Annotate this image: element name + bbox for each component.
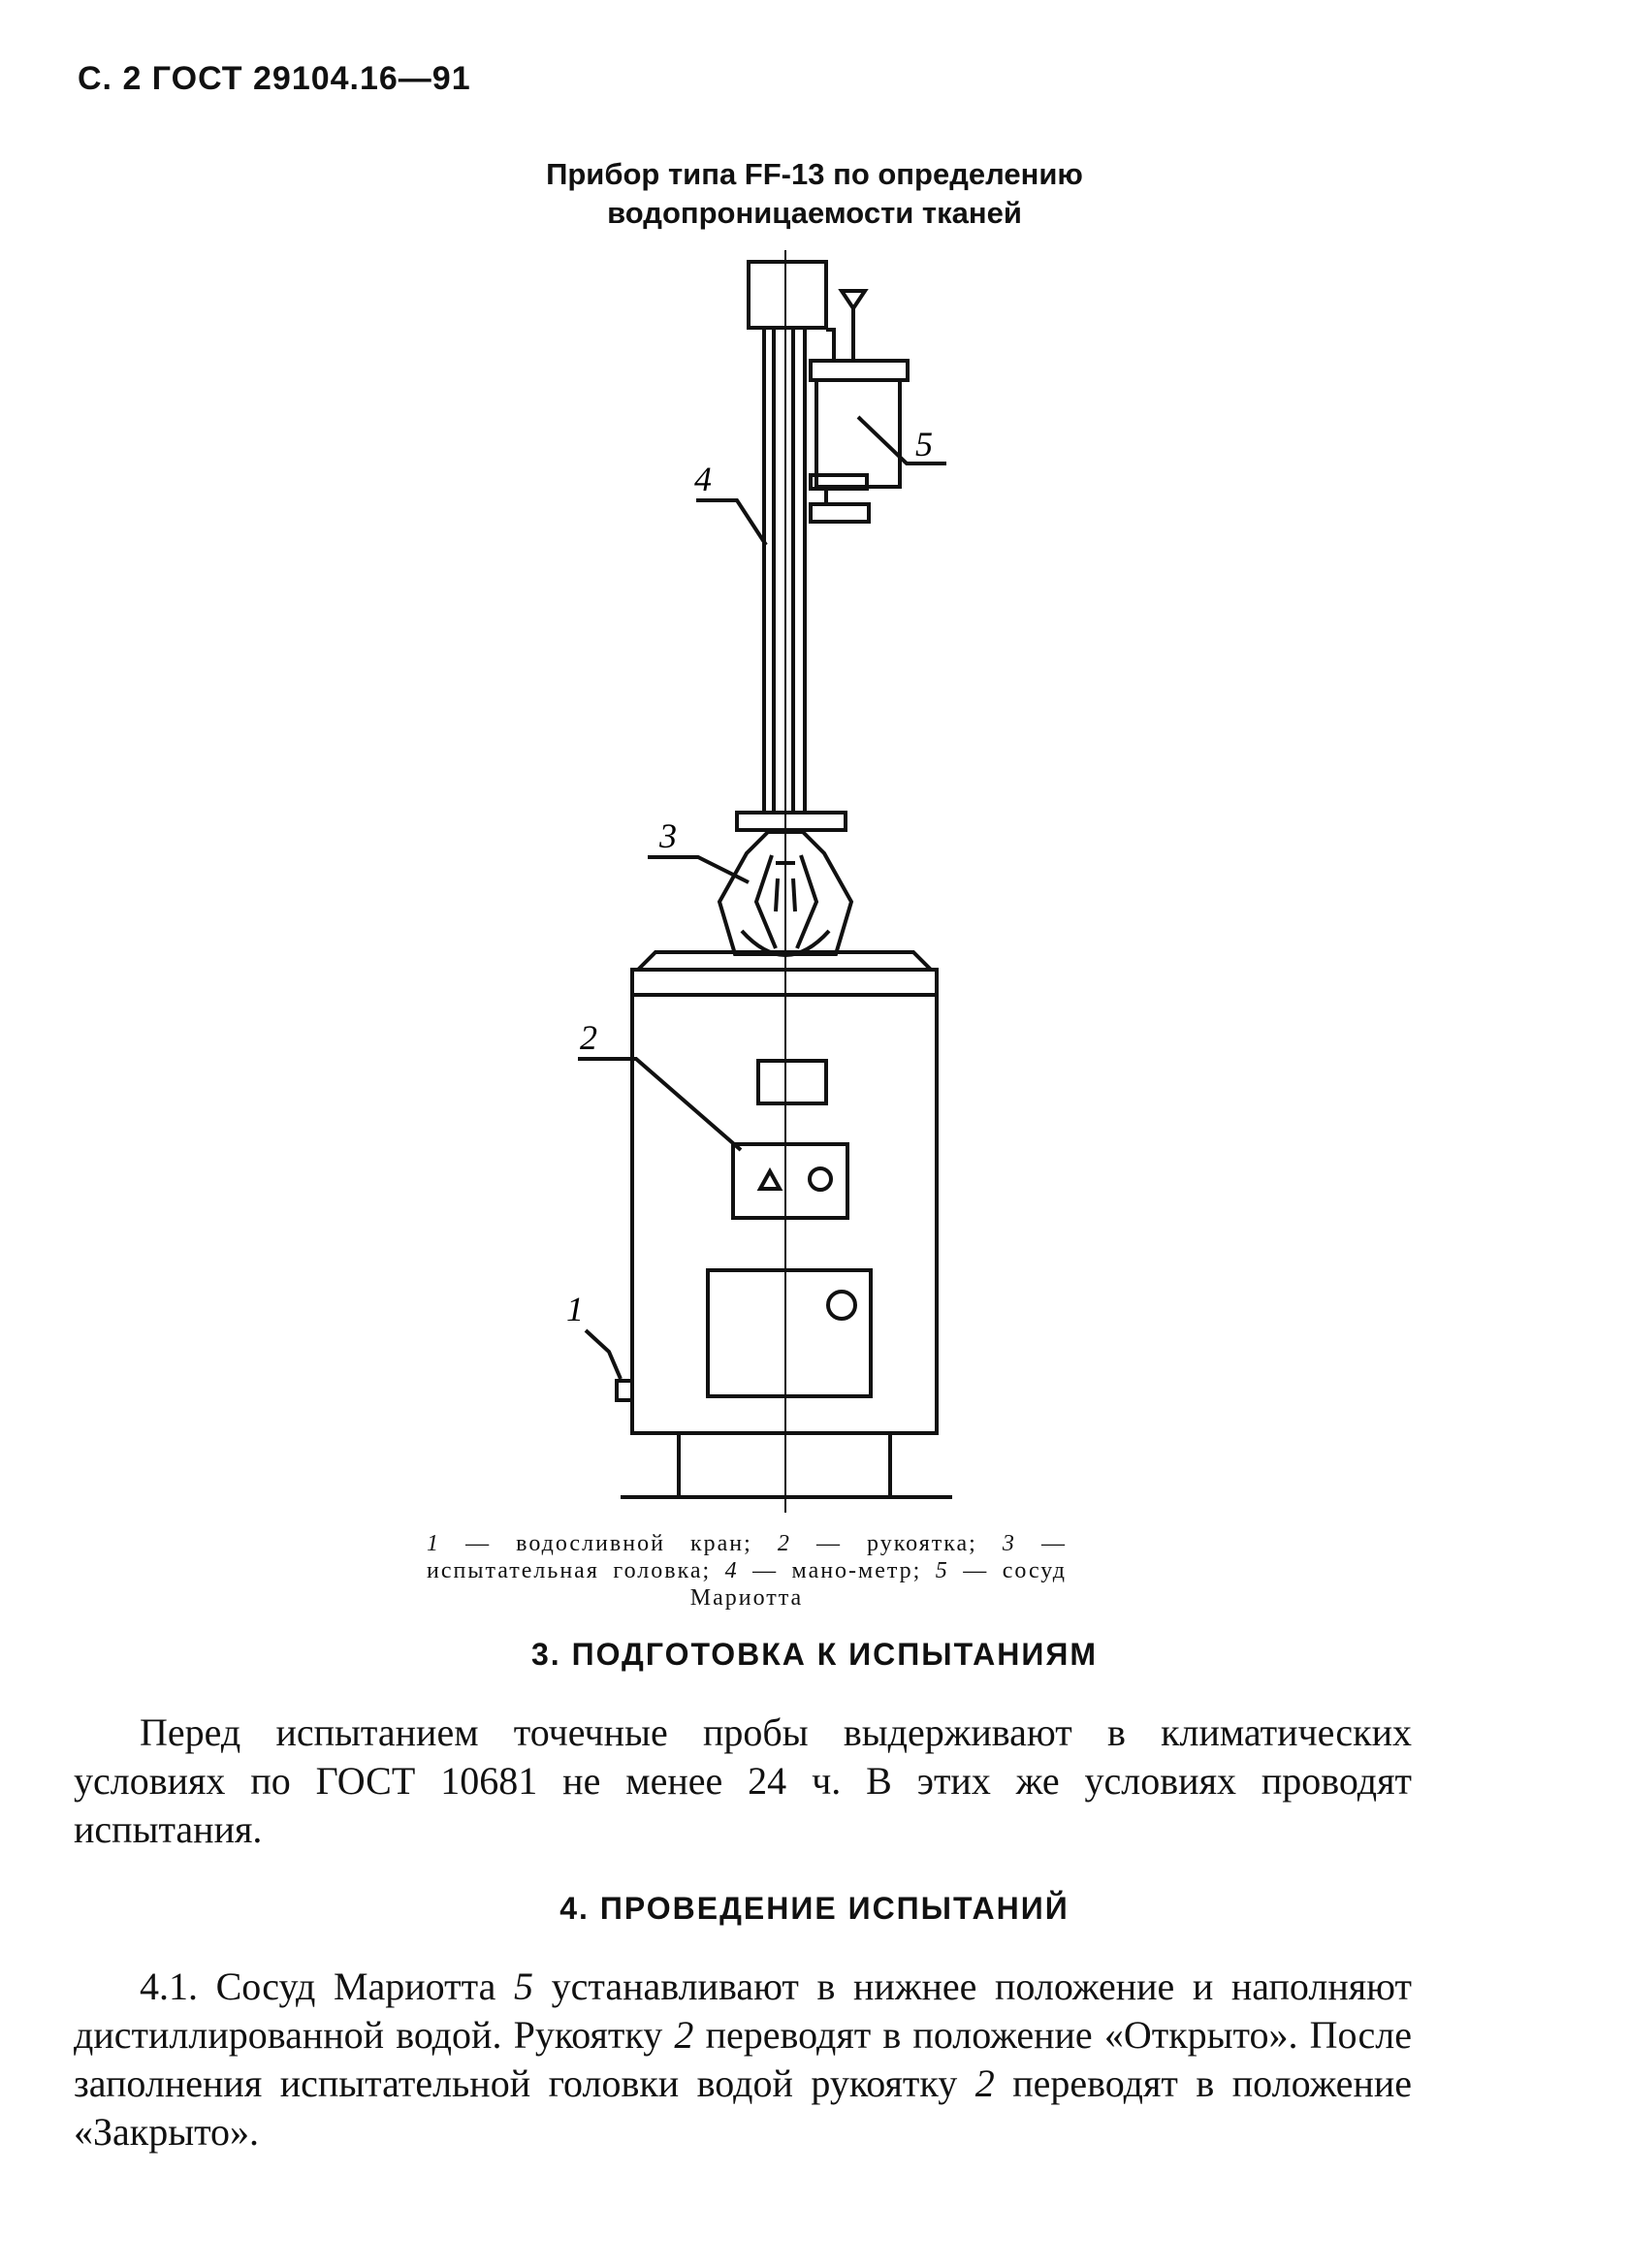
section-3-title: 3. ПОДГОТОВКА К ИСПЫТАНИЯМ — [531, 1637, 1098, 1672]
page-header: С. 2 ГОСТ 29104.16—91 — [78, 60, 471, 97]
section-4-paragraph-4-1: 4.1. Сосуд Мариотта 5 устанавливают в нижнее положение и наполняют дистиллированной водой. Рукоятку 2 переводят в положение «Открыто». После заполнения испытательной головки водой рукоятку 2 переводят в положение «Закрыто». — [74, 1965, 1413, 2154]
figure-title-line-2: водопроницаемости тканей — [607, 196, 1022, 230]
figure-label-1: 1 — [566, 1290, 584, 1328]
figure-title-line-1: Прибор типа FF-13 по определению — [546, 157, 1083, 191]
figure-caption: 1 — водосливной кран; 2 — рукоятка; 3 — испытательная головка; 4 — мано-метр; 5 — сосуд Мариотта — [427, 1531, 1067, 1611]
figure-label-3: 3 — [659, 816, 677, 855]
figure-label-2: 2 — [580, 1018, 597, 1057]
figure-label-4: 4 — [694, 460, 712, 498]
section-3-text: Перед испытанием точечные пробы выдерживают в климатических условиях по ГОСТ 10681 не менее 24 ч. В этих же условиях проводят испытания. — [74, 1710, 1412, 1851]
section-4-title: 4. ПРОВЕДЕНИЕ ИСПЫТАНИЙ — [559, 1891, 1070, 1926]
figure-label-5: 5 — [915, 425, 933, 463]
